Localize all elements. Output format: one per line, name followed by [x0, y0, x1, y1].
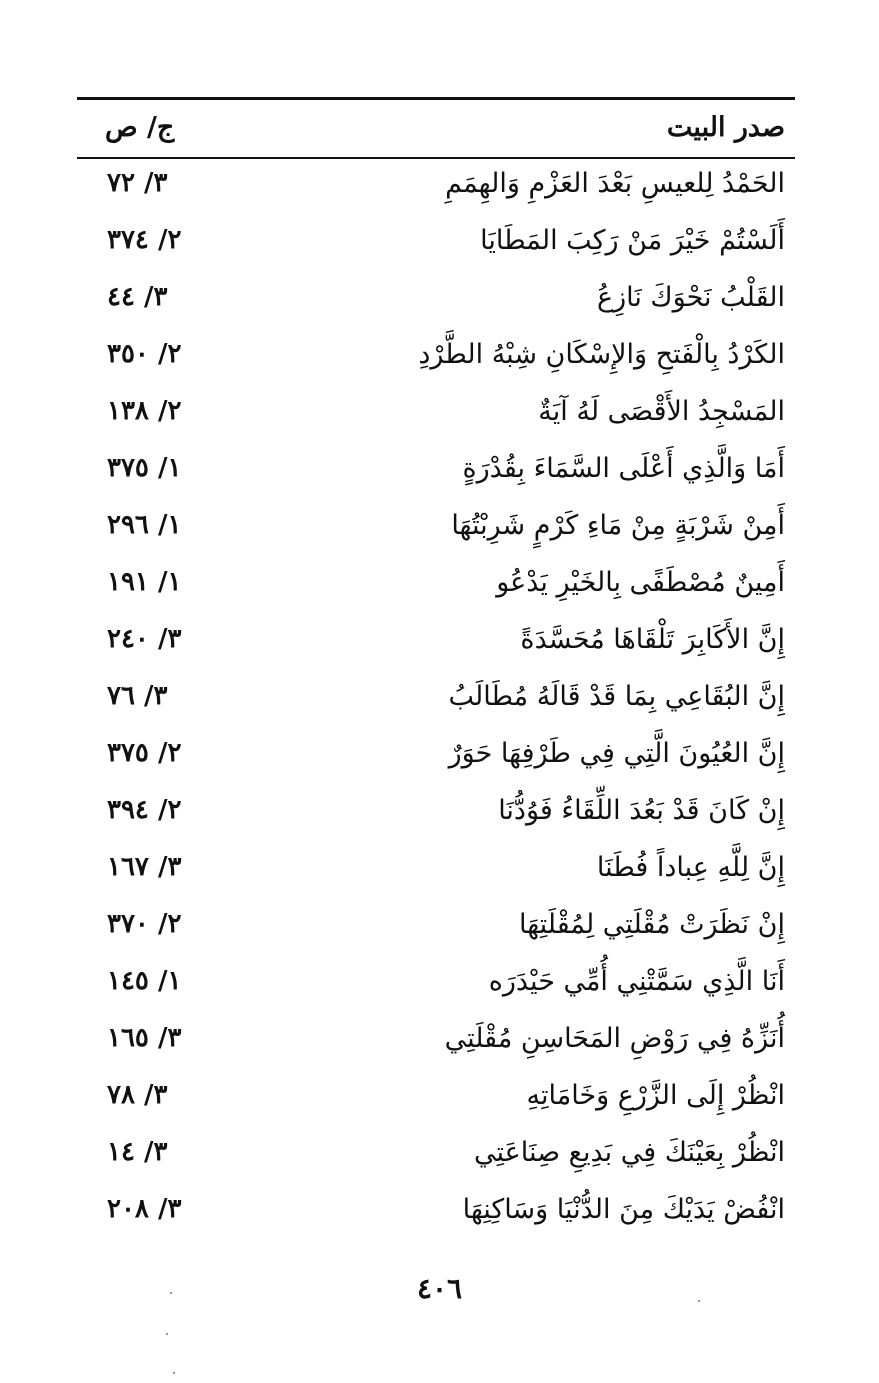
table-row [77, 557, 795, 614]
first-line-column-header: صدر البيت [666, 112, 785, 143]
verse-first-line: إِنْ نَظَرَتْ مُقْلَتِي لِمُقْلَتِهَا [518, 909, 785, 940]
volume-page-reference: ٢/ ١٣٨ [107, 396, 182, 426]
volume-page-reference: ٣/ ٧٨ [107, 1080, 168, 1110]
volume-page-reference: ١/ ١٩١ [107, 567, 182, 597]
table-header [77, 100, 795, 157]
volume-page-reference: ٣/ ٤٤ [107, 282, 168, 312]
volume-page-reference: ١/ ٣٧٥ [107, 453, 182, 483]
table-row [77, 386, 795, 443]
table-row [77, 671, 795, 728]
verse-first-line: أَنَا الَّذِي سَمَّتْنِي أُمِّي حَيْدَرَه [488, 966, 785, 997]
volume-page-reference: ٣/ ٢٠٨ [107, 1194, 182, 1224]
table-row [77, 1184, 795, 1241]
reference-column-header: ج/ ص [105, 112, 175, 143]
verse-first-line: انْظُرْ إِلَى الزَّرْعِ وَخَامَاتِهِ [526, 1080, 785, 1111]
verse-first-line: المَسْجِدُ الأَقْصَى لَهُ آيَةٌ [538, 396, 785, 427]
verse-first-line: أُنَزِّهُ فِي رَوْضِ المَحَاسِنِ مُقْلَتِي [444, 1023, 785, 1054]
table-row [77, 899, 795, 956]
table-row [77, 272, 795, 329]
verse-first-line: إِنْ كَانَ قَدْ بَعُدَ اللِّقَاءُ فَوُدُّنَا [498, 795, 785, 826]
verse-index-table [77, 158, 795, 1241]
table-row [77, 1013, 795, 1070]
volume-page-reference: ٣/ ١٦٥ [107, 1023, 182, 1053]
volume-page-reference: ٣/ ١٦٧ [107, 852, 182, 882]
table-row [77, 500, 795, 557]
print-speck [698, 1300, 700, 1302]
table-row [77, 785, 795, 842]
volume-page-reference: ١/ ٢٩٦ [107, 510, 182, 540]
table-row [77, 443, 795, 500]
print-speck [170, 1292, 172, 1294]
verse-first-line: إِنَّ لِلَّهِ عِباداً فُطَنَا [596, 852, 785, 883]
volume-page-reference: ٣/ ٧٦ [107, 681, 168, 711]
volume-page-reference: ٢/ ٣٩٤ [107, 795, 182, 825]
volume-page-reference: ٣/ ٧٢ [107, 168, 168, 198]
table-row [77, 1070, 795, 1127]
table-row [77, 956, 795, 1013]
verse-first-line: أَلَسْتُمْ خَيْرَ مَنْ رَكِبَ المَطَايَا [480, 225, 785, 256]
verse-first-line: الكَرْدُ بِالْفَتحِ وَالإِسْكَانِ شِبْهُ الطَّرْدِ [418, 339, 785, 370]
verse-first-line: إِنَّ الأَكَابِرَ تَلْقَاهَا مُحَسَّدَةً [520, 624, 785, 655]
verse-first-line: القَلْبُ نَحْوَكَ نَازِعُ [596, 282, 785, 313]
verse-first-line: أَمِينٌ مُصْطَفًى بِالخَيْرِ يَدْعُو [496, 567, 785, 598]
volume-page-reference: ١/ ١٤٥ [107, 966, 182, 996]
table-row [77, 215, 795, 272]
verse-first-line: انْفُضْ يَدَيْكَ مِنَ الدُّنْيَا وَسَاكِنِهَا [462, 1194, 785, 1225]
verse-first-line: الحَمْدُ لِلعيسِ بَعْدَ العَزْمِ وَالهِمَمِ [445, 168, 785, 199]
volume-page-reference: ٢/ ٣٥٠ [107, 339, 182, 369]
table-row [77, 842, 795, 899]
volume-page-reference: ٢/ ٣٧٠ [107, 909, 182, 939]
volume-page-reference: ٢/ ٣٧٤ [107, 225, 182, 255]
volume-page-reference: ٢/ ٣٧٥ [107, 738, 182, 768]
verse-first-line: إِنَّ العُيُونَ الَّتِي فِي طَرْفِهَا حَوَرٌ [448, 738, 785, 769]
table-row [77, 614, 795, 671]
table-row [77, 1127, 795, 1184]
volume-page-reference: ٣/ ١٤ [107, 1137, 168, 1167]
verse-first-line: انْظُرْ بِعَيْنَكَ فِي بَدِيعِ صِنَاعَتِي [473, 1137, 785, 1168]
table-row [77, 158, 795, 215]
page-number: ٤٠٦ [416, 1272, 463, 1305]
verse-first-line: أَمَا وَالَّذِي أَعْلَى السَّمَاءَ بِقُدْرَةٍ [462, 453, 785, 484]
table-row [77, 329, 795, 386]
verse-first-line: إِنَّ البُقَاعِي بِمَا قَدْ قَالَهُ مُطَالَبُ [448, 681, 785, 712]
table-row [77, 728, 795, 785]
print-speck [173, 1372, 175, 1374]
print-speck [166, 1333, 168, 1335]
volume-page-reference: ٣/ ٢٤٠ [107, 624, 182, 654]
verse-first-line: أَمِنْ شَرْبَةٍ مِنْ مَاءِ كَرْمٍ شَرِبْتُهَا [451, 510, 785, 541]
